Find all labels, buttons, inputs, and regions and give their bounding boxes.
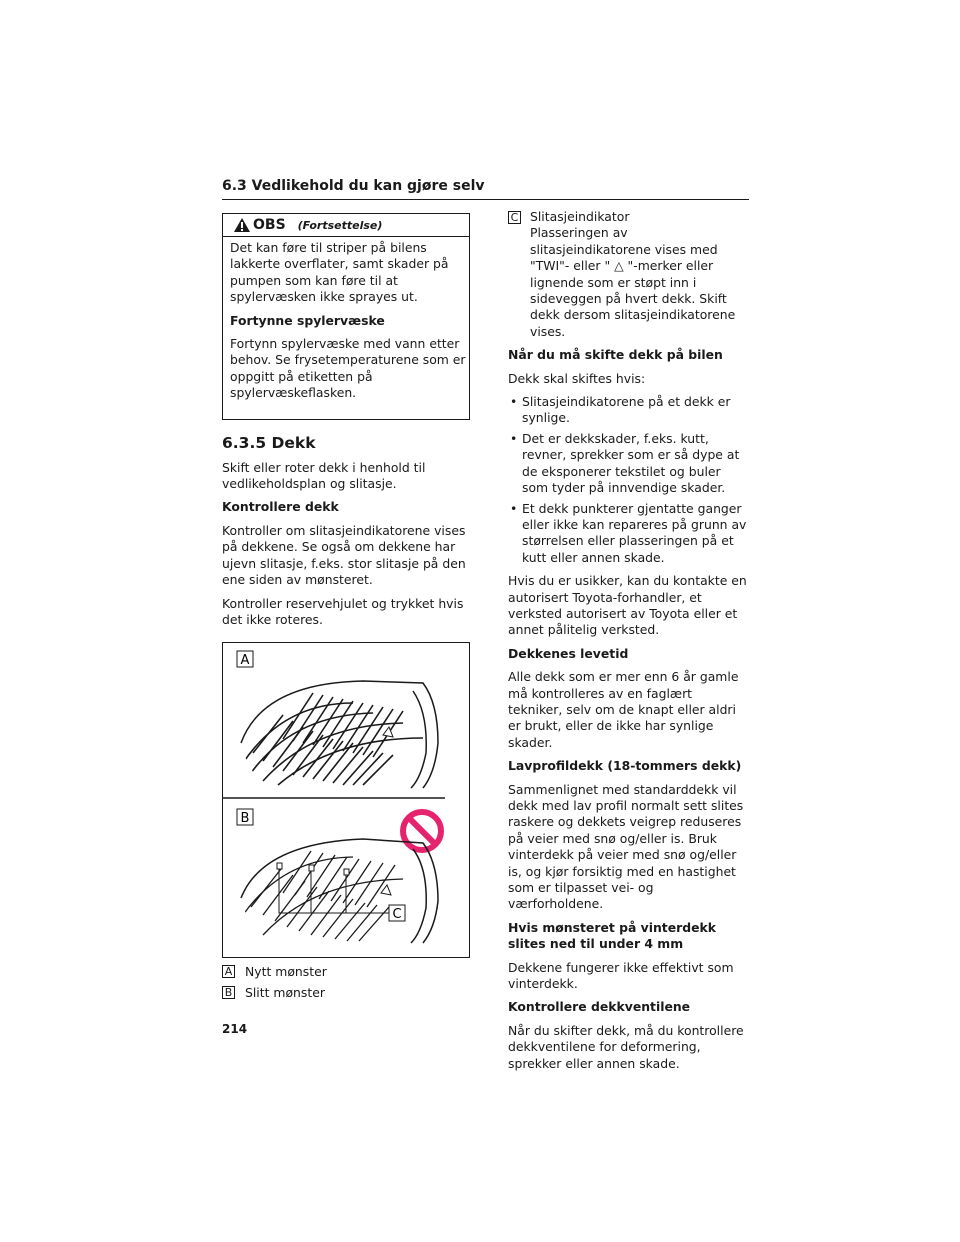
- unsure-paragraph: Hvis du er usikker, kan du kontakte en autorisert Toyota-forhandler, et verksted autorisert av Toyota eller et annet pålitelig verksted.: [508, 573, 747, 638]
- left-column: [222, 213, 470, 1000]
- caution-header: [223, 214, 469, 237]
- caution-text: Det kan føre til striper på bilens lakkerte overflater, samt skader på pumpen som kan føre til at spylervæsken ikke sprayes ut.: [230, 240, 449, 305]
- lifetime-paragraph: Alle dekk som er mer enn 6 år gamle må kontrolleres av en faglært tekniker, selv om de knapt eller aldri er brukt, eller de ikke har synlige skader.: [508, 669, 739, 750]
- caution-box: [222, 213, 470, 420]
- subheading-lifetime: Dekkenes levetid: [508, 645, 629, 661]
- section-header: 6.3 Vedlikehold du kan gjøre selv: [222, 178, 749, 200]
- figure-label-b: B: [240, 811, 250, 827]
- tire-illustration: [223, 643, 469, 957]
- winter-paragraph: Dekkene fungerer ikke effektivt som vinterdekk.: [508, 959, 734, 992]
- list-item: • Det er dekkskader, f.eks. kutt, revner, sprekker som er så dype at de eksponerer tekstilet og buler som tyder på innvendige skader.: [510, 430, 740, 496]
- page-number: 214: [222, 1022, 248, 1036]
- section-title: 6.3.5 Dekk: [222, 433, 316, 452]
- check-paragraph-2: Kontroller reservehjulet og trykket hvis det ikke roteres.: [222, 595, 464, 627]
- subheading-check-tires: Kontrollere dekk: [222, 499, 339, 515]
- caption-a-key: A: [222, 965, 235, 978]
- list-item: • Et dekk punkterer gjentatte ganger eller ikke kan repareres på grunn av størrelsen eller plasseringen på et kutt eller annen skade.: [510, 500, 747, 565]
- tire-tread-figure: [222, 642, 470, 958]
- new-tread-tire: [241, 681, 438, 788]
- caption-a: [222, 964, 470, 979]
- caption-b: [222, 985, 470, 1000]
- list-item: • Slitasjeindikatorene på et dekk er synlige.: [510, 394, 731, 426]
- caption-b-text: Slitt mønster: [245, 985, 325, 1001]
- warning-triangle-icon: [233, 217, 251, 233]
- prohibited-icon: [403, 812, 441, 850]
- check-paragraph-1: Kontroller om slitasjeindikatorene vises på dekkene. Se også om dekkene har ujevn slitasje, f.eks. stor slitasje på den ene siden av mønsteret.: [222, 522, 466, 588]
- subheading-when-change: Når du må skifte dekk på bilen: [508, 347, 723, 363]
- intro-paragraph: Skift eller roter dekk i henhold til vedlikeholdsplan og slitasje.: [222, 459, 426, 492]
- subheading-valves: Kontrollere dekkventilene: [508, 999, 691, 1015]
- caption-a-text: Nytt mønster: [245, 964, 327, 980]
- figure-label-c: C: [392, 907, 402, 923]
- low-profile-paragraph: Sammenlignet med standarddekk vil dekk med lav profil normalt sett slites raskere og dekkets veigrep reduseres på veier med snø og/eller is. Bruk vinterdekk på veier med snø og/eller is, og kjør forsiktig med en hastighet som er tilpasset vei- og værforholdene.: [508, 781, 744, 912]
- change-paragraph: Dekk skal skiftes hvis:: [508, 370, 646, 386]
- caption-c-text: Plasseringen av slitasjeindikatorene vises med "TWI"- eller " △ "-merker eller lignende som er støpt inn i sideveggen på hvert dekk. Skift dekk dersom slitasjeindikatorene vises.: [530, 225, 736, 339]
- caution-label: OBS: [253, 217, 286, 233]
- caption-c-title: Slitasjeindikator: [530, 209, 630, 224]
- valves-paragraph: Når du skifter dekk, må du kontrollere dekkventilene for deformering, sprekker eller annen skade.: [508, 1022, 744, 1071]
- caption-c-key: C: [508, 211, 521, 224]
- caution-subheading: Fortynne spylervæske: [230, 312, 385, 328]
- caption-b-key: B: [222, 986, 235, 999]
- subheading-low-profile: Lavprofildekk (18-tommers dekk): [508, 758, 742, 774]
- caution-text-2: Fortynn spylervæske med vann etter behov. Se frysetemperaturene som er oppgitt på etiketten på spylervæskeflasken.: [230, 336, 466, 401]
- right-column: [508, 209, 750, 1079]
- continued-label: (Fortsettelse): [297, 218, 383, 232]
- caption-c: [508, 209, 750, 340]
- worn-tread-tire: [241, 839, 438, 943]
- subheading-winter: Hvis mønsteret på vinterdekk slites ned til under 4 mm: [508, 919, 716, 952]
- figure-label-a: A: [240, 653, 250, 669]
